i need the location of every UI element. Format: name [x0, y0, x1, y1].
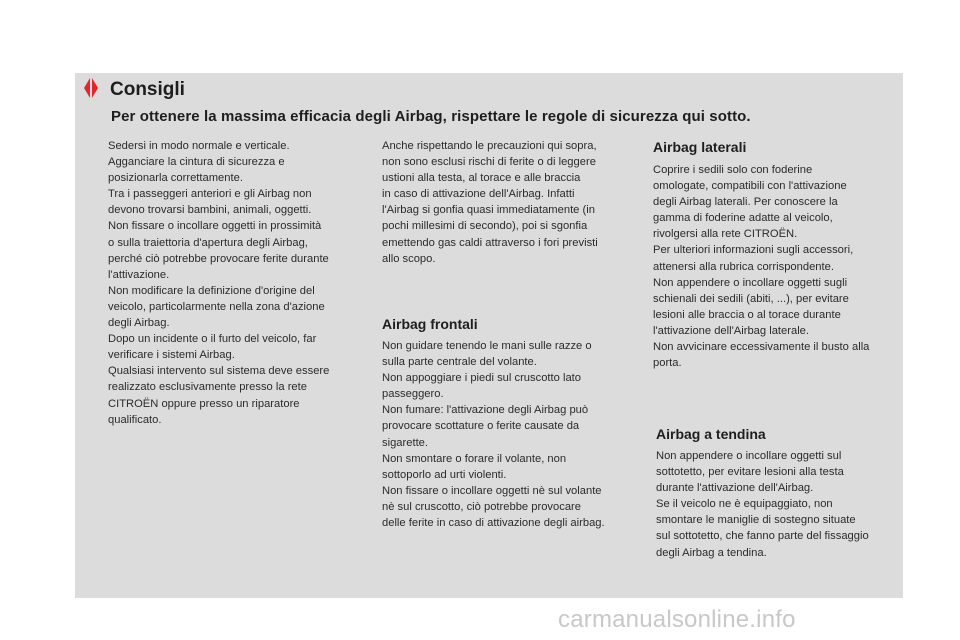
curtain-airbag-heading: Airbag a tendina [656, 426, 766, 442]
text-line: provocare scottature o ferite causate da [382, 420, 580, 433]
text-line: sottotetto, per evitare lesioni alla testa [656, 466, 844, 479]
text-line: emettendo gas caldi attraverso i fori previsti [382, 236, 598, 249]
text-line: Agganciare la cintura di sicurezza e [108, 156, 285, 169]
text-line: durante l'attivazione dell'Airbag. [656, 482, 814, 495]
text-line: Dopo un incidente o il furto del veicolo, far [108, 333, 317, 346]
text-line: Sedersi in modo normale e verticale. [108, 140, 290, 152]
curtain-airbag-text [656, 448, 869, 561]
section-subtitle: Per ottenere la massima efficacia degli Airbag, rispettare le regole di sicurezza qui sotto. [111, 108, 751, 125]
text-line: ustioni alla testa, al torace e alle braccia [382, 172, 581, 185]
text-line: l'attivazione dell'Airbag laterale. [653, 324, 810, 337]
text-line: degli Airbag laterali. Per conoscere la [653, 196, 838, 209]
text-line: verificare i sistemi Airbag. [108, 349, 235, 362]
side-airbag-text [653, 162, 869, 371]
text-line: l'attivazione. [108, 268, 170, 281]
text-line: passeggero. [382, 388, 444, 401]
text-line: schienali dei sedili (abiti, ...), per evitare [653, 292, 849, 305]
text-line: Non fumare: l'attivazione degli Airbag può [382, 404, 589, 417]
text-line: in caso di attivazione dell'Airbag. Infatti [382, 188, 575, 201]
text-line: porta. [653, 357, 682, 370]
text-line: delle ferite in caso di attivazione degli airbag. [382, 517, 605, 530]
text-line: sottoporlo ad urti violenti. [382, 468, 507, 481]
text-line: sulla parte centrale del volante. [382, 356, 537, 369]
text-line: veicolo, particolarmente nella zona d'azione [108, 300, 325, 313]
text-line: Non modificare la definizione d'origine del [108, 284, 315, 297]
text-line: Anche rispettando le precauzioni qui sopra, [382, 140, 597, 152]
text-line: pochi millesimi di secondo), poi si sgonfia [382, 220, 588, 233]
text-line: Se il veicolo ne è equipaggiato, non [656, 498, 833, 511]
text-line: Tra i passeggeri anteriori e gli Airbag non [108, 188, 312, 201]
text-line: smontare le maniglie di sostegno situate [656, 514, 856, 527]
text-line: Qualsiasi intervento sul sistema deve essere [108, 365, 330, 378]
side-airbag-heading: Airbag laterali [653, 139, 747, 155]
text-line: o sulla traiettoria d'apertura degli Airbag, [108, 236, 308, 249]
frontal-airbag-heading: Airbag frontali [382, 316, 478, 332]
text-line: nè sul cruscotto, ciò potrebbe provocare [382, 500, 581, 513]
text-line: Non fissare o incollare oggetti nè sul volante [382, 484, 602, 497]
general-advice-text [108, 138, 329, 428]
text-line: sigarette. [382, 436, 429, 449]
frontal-airbag-text [382, 338, 605, 531]
text-line: lesioni alle braccia o al torace durante [653, 308, 841, 321]
warning-icon [83, 77, 99, 99]
text-line: posizionarla correttamente. [108, 172, 243, 185]
text-line: rivolgersi alla rete CITROËN. [653, 228, 798, 241]
text-line: attenersi alla rubrica corrispondente. [653, 260, 834, 273]
text-line: non sono esclusi rischi di ferite o di leggere [382, 156, 596, 169]
text-line: CITROËN oppure presso un riparatore [108, 397, 300, 410]
text-line: Coprire i sedili solo con foderine [653, 164, 813, 176]
text-line: degli Airbag a tendina. [656, 546, 767, 559]
text-line: realizzato esclusivamente presso la rete [108, 381, 307, 394]
text-line: Non avvicinare eccessivamente il busto alla [653, 341, 870, 354]
text-line: sul sottotetto, che fanno parte del fissaggio [656, 530, 869, 543]
text-line: degli Airbag. [108, 317, 170, 330]
text-line: Non appendere o incollare oggetti sul [656, 450, 842, 462]
text-line: Non smontare o forare il volante, non [382, 452, 567, 465]
text-line: perché ciò potrebbe provocare ferite durante [108, 252, 329, 265]
text-line: qualificato. [108, 413, 162, 426]
section-title: Consigli [110, 79, 185, 100]
text-line: l'Airbag si gonfia quasi immediatamente (in [382, 204, 595, 217]
text-line: Non guidare tenendo le mani sulle razze o [382, 340, 592, 352]
text-line: gamma di foderine adatte al veicolo, [653, 212, 833, 225]
text-line: Non appoggiare i piedi sul cruscotto lato [382, 372, 582, 385]
text-line: Non fissare o incollare oggetti in prossimità [108, 220, 322, 233]
text-line: Non appendere o incollare oggetti sugli [653, 276, 848, 289]
text-line: omologate, compatibili con l'attivazione [653, 180, 847, 193]
risk-notice-text [382, 138, 598, 267]
text-line: devono trovarsi bambini, animali, oggetti. [108, 204, 312, 217]
site-watermark: carmanualsonline.info [558, 606, 796, 633]
text-line: allo scopo. [382, 252, 436, 265]
text-line: Per ulteriori informazioni sugli accessori, [653, 244, 854, 257]
